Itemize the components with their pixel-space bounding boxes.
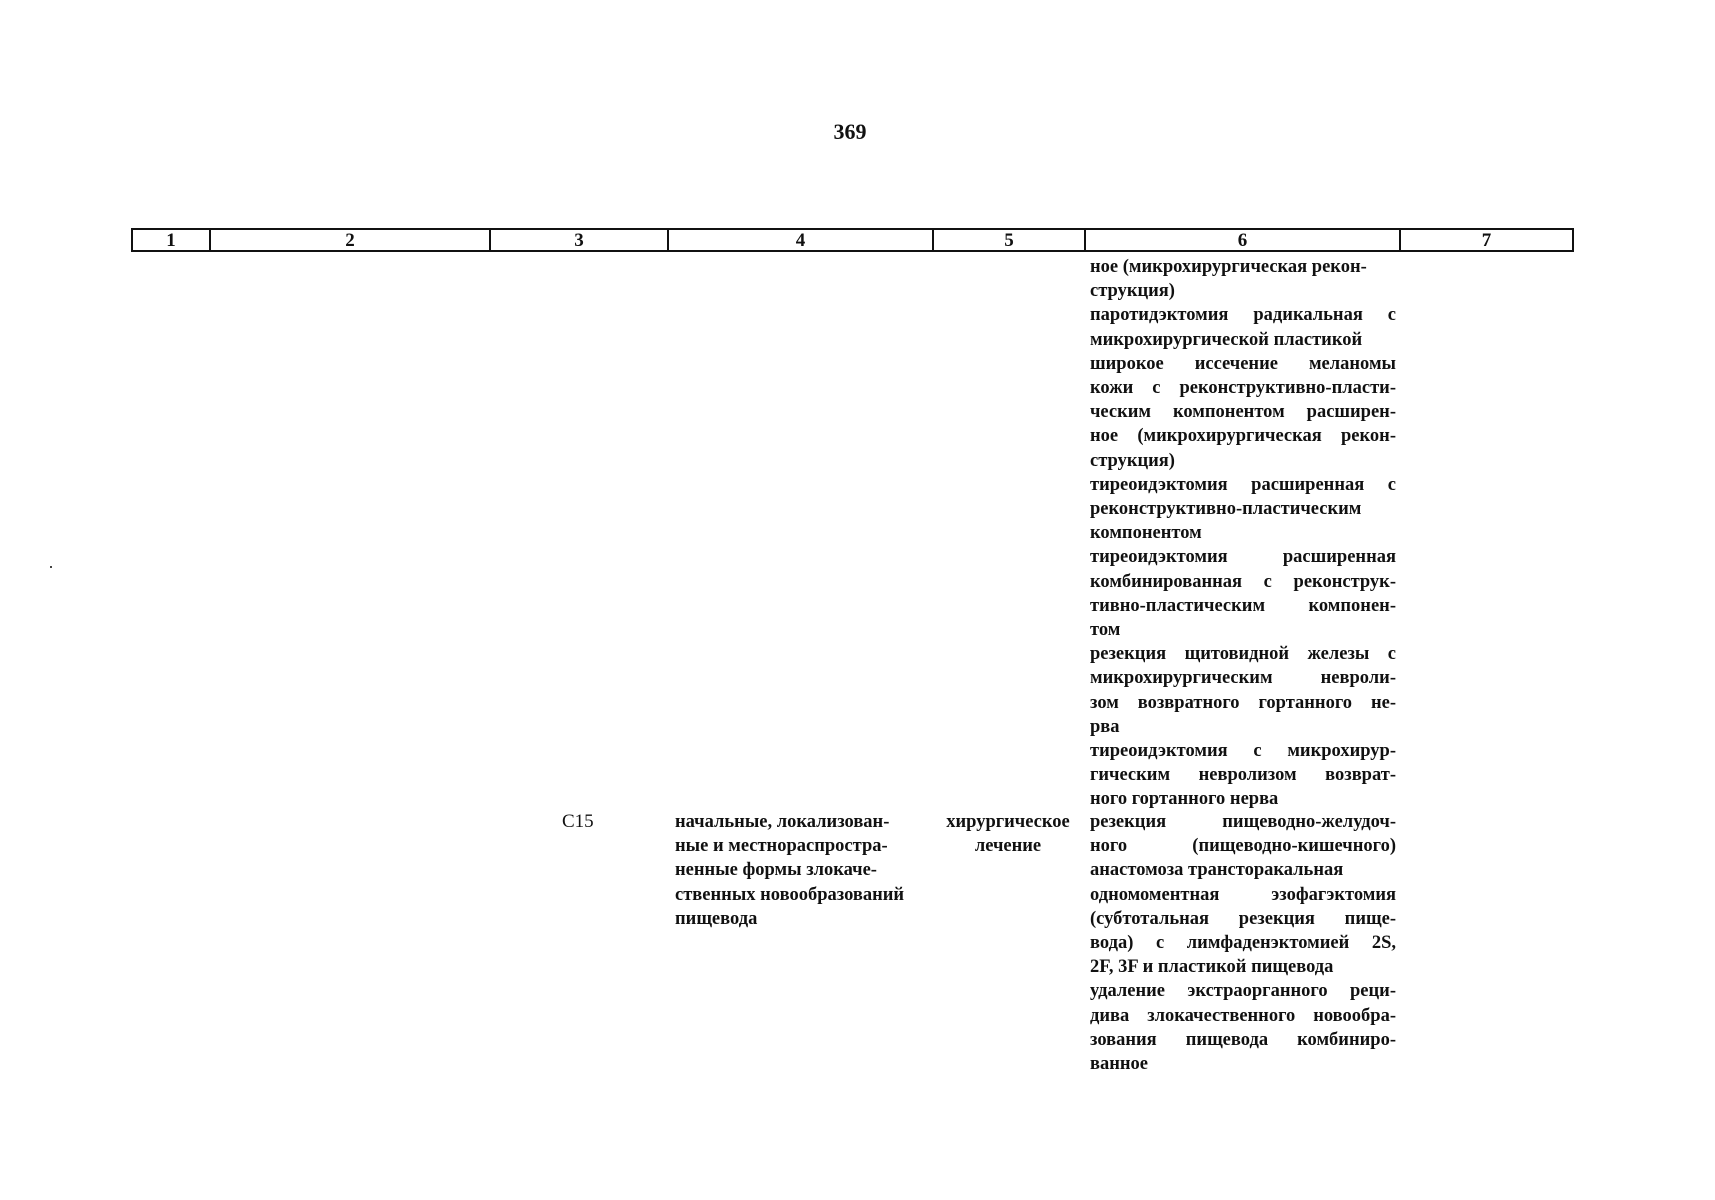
method-line: тивно-пластическим компонен- — [1090, 595, 1396, 616]
column-number-1: 1 — [133, 230, 211, 250]
method-line: комбинированная с реконструк- — [1090, 571, 1396, 592]
method-entry — [1090, 303, 1396, 351]
method-entry — [1090, 642, 1396, 739]
method-line: широкое иссечение меланомы — [1090, 353, 1396, 374]
treatment-line: хирургическое — [946, 812, 1070, 832]
column-number-4: 4 — [669, 230, 934, 250]
method-line: рва — [1090, 716, 1120, 737]
condition-line: ненные формы злокаче- — [675, 860, 877, 881]
method-line: ванное — [1090, 1054, 1149, 1075]
method-line: анастомоза трансторакальная — [1090, 860, 1344, 881]
method-line: паротидэктомия радикальная с — [1090, 305, 1396, 326]
diagnosis-code: C15 — [562, 811, 594, 832]
method-line: удаление экстраорганного реци- — [1090, 981, 1396, 1002]
method-line: компонентом — [1090, 523, 1202, 544]
method-line: микрохирургической пластикой — [1090, 329, 1363, 350]
method-entry — [1090, 883, 1396, 980]
method-line: тиреоидэктомия с микрохирур- — [1090, 741, 1396, 762]
method-line: резекция пищеводно-желудоч- — [1090, 812, 1396, 832]
method-line: кожи с реконструктивно-пласти- — [1090, 378, 1396, 399]
column-number-7: 7 — [1481, 230, 1492, 251]
treatment-line: лечение — [974, 836, 1042, 857]
method-entry — [1090, 545, 1396, 642]
method-line: тиреоидэктомия расширенная с — [1090, 474, 1396, 495]
method-line: 2F, 3F и пластикой пищевода — [1090, 957, 1334, 978]
method-entry — [1090, 739, 1396, 812]
method-line: ное (микрохирургическая рекон- — [1090, 257, 1367, 277]
scan-speck — [50, 566, 52, 568]
method-line: микрохирургическим невроли- — [1090, 668, 1396, 689]
method-line: одномоментная эзофагэктомия — [1090, 884, 1396, 905]
method-line: ного гортанного нерва — [1090, 789, 1279, 810]
method-line: зования пищевода комбиниро- — [1090, 1029, 1396, 1050]
column-number-3: 3 — [491, 230, 669, 250]
condition-line: пищевода — [675, 908, 758, 929]
method-line: ного (пищеводно-кишечного) — [1090, 836, 1396, 857]
column-number-2: 2 — [211, 230, 491, 250]
method-line: вода) с лимфаденэктомией 2S, — [1090, 933, 1396, 954]
treatment-methods — [1090, 810, 1396, 1076]
method-line: дива злокачественного новообра- — [1090, 1005, 1396, 1026]
continued-treatment-methods — [1090, 255, 1396, 812]
method-line: гическим невролизом возврат- — [1090, 765, 1396, 786]
method-line: струкция) — [1090, 450, 1175, 471]
method-line: том — [1090, 620, 1121, 641]
treatment-type — [938, 810, 1078, 858]
method-line: струкция) — [1090, 281, 1175, 302]
method-line: ное (микрохирургическая рекон- — [1090, 426, 1396, 447]
table-header-row — [131, 228, 1574, 252]
column-number-5: 5 — [934, 230, 1086, 250]
method-entry — [1090, 979, 1396, 1076]
method-entry — [1090, 473, 1396, 546]
method-line: реконструктивно-пластическим — [1090, 499, 1362, 520]
method-entry — [1090, 352, 1396, 473]
method-entry — [1090, 255, 1396, 303]
condition-line: ные и местнораспростра- — [675, 836, 888, 857]
method-line: (субтотальная резекция пище- — [1090, 908, 1396, 929]
condition-line: начальные, локализован- — [675, 812, 890, 832]
condition-description — [675, 810, 935, 931]
method-entry — [1090, 810, 1396, 883]
method-line: резекция щитовидной железы с — [1090, 644, 1396, 665]
method-line: ческим компонентом расширен- — [1090, 402, 1396, 423]
method-line: тиреоидэктомия расширенная — [1090, 547, 1396, 568]
column-number-6: 6 — [1086, 230, 1401, 250]
method-line: зом возвратного гортанного не- — [1090, 692, 1396, 713]
condition-line: ственных новообразований — [675, 884, 905, 905]
page-number: 369 — [833, 119, 867, 144]
